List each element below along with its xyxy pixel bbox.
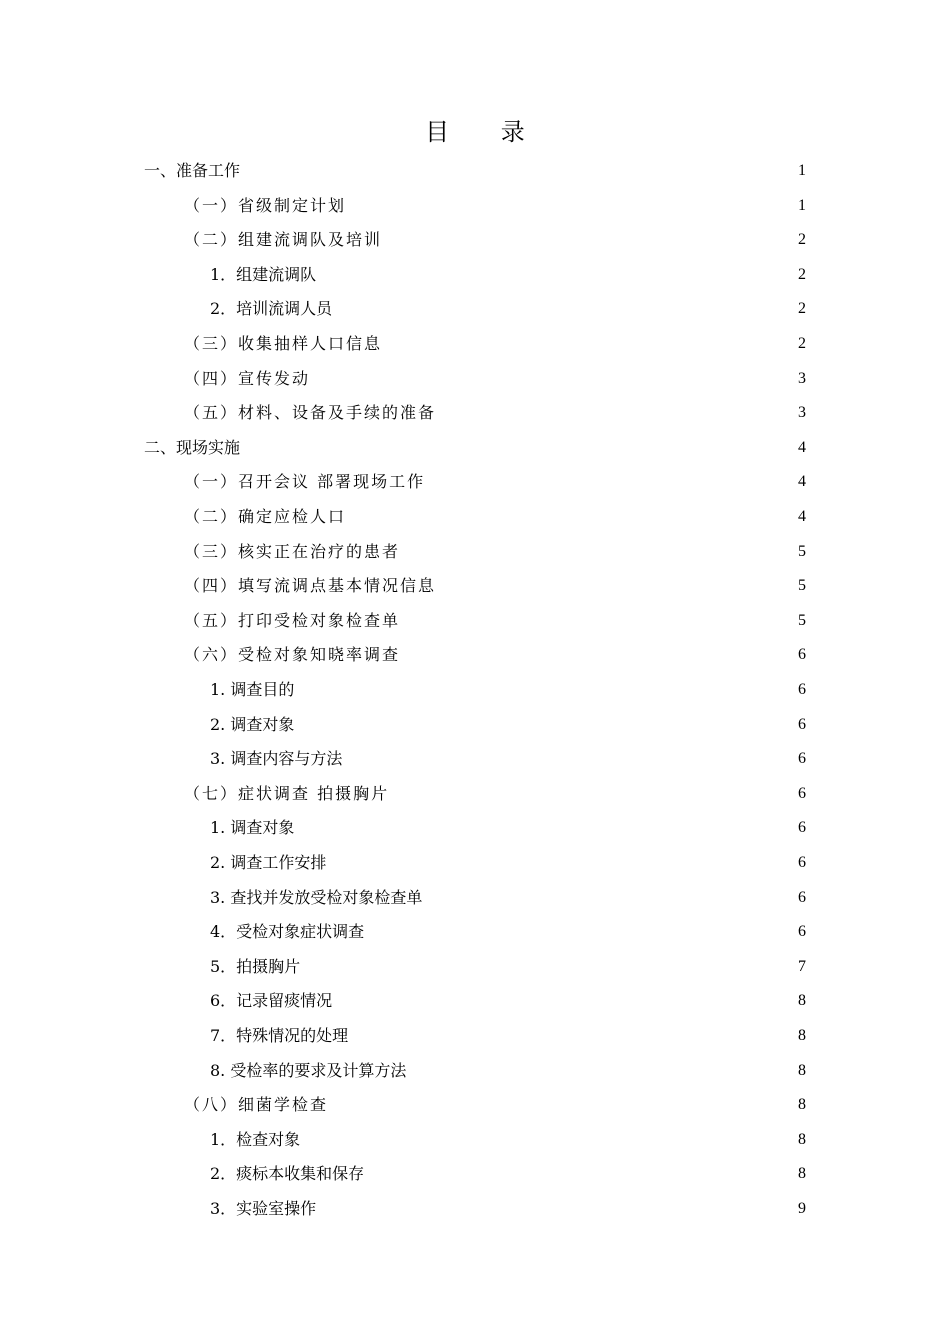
toc-entry[interactable]	[144, 154, 806, 188]
toc-entry-text: （四）填写流调点基本情况信息	[184, 576, 437, 596]
dot-leader	[317, 265, 797, 285]
dot-leader	[241, 438, 797, 458]
toc-entry[interactable]	[210, 1019, 806, 1053]
dot-leader	[426, 472, 797, 492]
toc-entry-text: （三）核实正在治疗的患者	[184, 541, 401, 561]
toc-entry[interactable]	[184, 604, 806, 638]
toc-entry-text: （一）召开会议 部署现场工作	[184, 472, 426, 492]
toc-entry-text: 2. 调查工作安排	[210, 853, 327, 872]
toc-page-number: 5	[798, 577, 806, 595]
toc-page-number: 1	[798, 196, 806, 214]
toc-page-number: 9	[798, 1200, 806, 1217]
toc-page-number: 6	[798, 750, 806, 768]
dot-leader	[401, 611, 797, 631]
dot-leader	[241, 161, 797, 181]
toc-entry[interactable]	[144, 431, 806, 465]
toc-page-number: 6	[798, 923, 806, 941]
toc-page-number: 4	[798, 473, 806, 491]
toc-entry[interactable]	[210, 1192, 806, 1226]
dot-leader	[343, 749, 797, 769]
toc-entry[interactable]	[210, 984, 806, 1018]
toc-entry-text: 6．记录留痰情况	[210, 991, 333, 1011]
dot-leader	[390, 784, 797, 804]
dot-leader	[407, 1061, 797, 1081]
toc-title: 目 录	[425, 118, 547, 146]
toc-page-number: 6	[798, 646, 806, 664]
toc-entry-text: （一）省级制定计划	[184, 195, 347, 215]
dot-leader	[317, 1199, 797, 1219]
dot-leader	[327, 853, 797, 873]
toc-page-number: 6	[798, 819, 806, 837]
toc-page-number: 8	[798, 1130, 806, 1148]
toc-entry-text: （六）受检对象知晓率调查	[184, 645, 401, 665]
toc-entry[interactable]	[184, 1088, 806, 1122]
toc-entry-text: 2. 调查对象	[210, 714, 295, 734]
toc-entry-text: 二、现场实施	[144, 437, 241, 457]
toc-page-number: 8	[798, 992, 806, 1010]
toc-page-number: 2	[798, 300, 806, 318]
dot-leader	[295, 715, 797, 735]
toc-entry[interactable]	[184, 535, 806, 569]
dot-leader	[383, 230, 797, 250]
toc-entry[interactable]	[184, 189, 806, 223]
toc-entry-text: 8. 受检率的要求及计算方法	[210, 1060, 407, 1080]
dot-leader	[329, 1095, 797, 1115]
toc-entry[interactable]	[184, 362, 806, 396]
toc-entry[interactable]	[184, 638, 806, 672]
toc-entry-text: 1．检查对象	[210, 1129, 301, 1149]
dot-leader	[423, 888, 797, 908]
toc-entry-text: 一、准备工作	[144, 161, 241, 180]
toc-page-number: 6	[798, 681, 806, 698]
dot-leader	[347, 507, 797, 527]
toc-page-number: 3	[798, 404, 806, 422]
toc-entry-text: 1．组建流调队	[210, 264, 317, 284]
toc-page-number: 8	[798, 1027, 806, 1044]
toc-entry[interactable]	[210, 258, 806, 292]
toc-entry-text: 5．拍摄胸片	[210, 956, 301, 976]
toc-page-number: 5	[798, 542, 806, 560]
dot-leader	[401, 542, 797, 562]
dot-leader	[365, 922, 797, 942]
toc-page-number: 4	[798, 438, 806, 456]
toc-entry[interactable]	[210, 708, 806, 742]
toc-entry-text: 1. 调查目的	[210, 680, 295, 699]
toc-page-number: 1	[798, 162, 806, 179]
toc-entry-text: 2．培训流调人员	[210, 299, 333, 319]
dot-leader	[349, 1026, 797, 1046]
dot-leader	[365, 1164, 797, 1184]
dot-leader	[295, 818, 797, 838]
dot-leader	[295, 680, 797, 700]
toc-page-number: 2	[798, 265, 806, 283]
dot-leader	[347, 196, 797, 216]
toc-entry[interactable]	[184, 500, 806, 534]
toc-entry-text: （二）确定应检人口	[184, 507, 347, 526]
toc-page-number: 6	[798, 784, 806, 802]
toc-entry[interactable]	[184, 223, 806, 257]
toc-page-number: 8	[798, 1165, 806, 1183]
toc-page-number: 6	[798, 715, 806, 733]
toc-entry-text: 4．受检对象症状调查	[210, 922, 365, 942]
toc-page-number: 6	[798, 854, 806, 871]
toc-entry-text: 1. 调查对象	[210, 818, 295, 838]
toc-page-number: 8	[798, 1061, 806, 1079]
toc-entry[interactable]	[184, 777, 806, 811]
toc-page-number: 2	[798, 335, 806, 352]
dot-leader	[437, 403, 797, 423]
toc-entry[interactable]	[210, 742, 806, 776]
toc-entry-text: 2．痰标本收集和保存	[210, 1164, 365, 1184]
dot-leader	[401, 645, 797, 665]
toc-entry[interactable]	[210, 881, 806, 915]
toc-entry[interactable]	[184, 327, 806, 361]
toc-entry[interactable]	[210, 1123, 806, 1157]
dot-leader	[333, 991, 797, 1011]
toc-entry[interactable]	[184, 396, 806, 430]
toc-entry-text: （七）症状调查 拍摄胸片	[184, 783, 390, 803]
toc-page-number: 2	[798, 231, 806, 249]
toc-page-number: 3	[798, 369, 806, 387]
toc-page-number: 8	[798, 1096, 806, 1114]
toc-entry-text: 7．特殊情况的处理	[210, 1026, 349, 1045]
toc-entry[interactable]	[210, 811, 806, 845]
toc-entry-text: （五）打印受检对象检查单	[184, 610, 401, 630]
toc-entry-text: （四）宣传发动	[184, 368, 311, 388]
toc-page-number: 6	[798, 888, 806, 906]
toc-entry-text: 3．实验室操作	[210, 1199, 317, 1218]
toc-entry[interactable]	[210, 950, 806, 984]
toc-entry[interactable]	[210, 673, 806, 707]
toc-entry[interactable]	[210, 292, 806, 326]
dot-leader	[383, 334, 797, 354]
dot-leader	[301, 957, 797, 977]
toc-entry[interactable]	[210, 1054, 806, 1088]
toc-page-number: 7	[798, 957, 806, 975]
toc-entry[interactable]	[184, 465, 806, 499]
toc-entry[interactable]	[210, 1157, 806, 1191]
dot-leader	[311, 369, 797, 389]
toc-entry[interactable]	[210, 915, 806, 949]
toc-page-number: 5	[798, 611, 806, 629]
toc-entry-text: （三）收集抽样人口信息	[184, 334, 383, 353]
toc-entry[interactable]	[210, 846, 806, 880]
toc-entry-text: 3. 查找并发放受检对象检查单	[210, 887, 423, 907]
dot-leader	[333, 299, 797, 319]
toc-entry-text: （五）材料、设备及手续的准备	[184, 403, 437, 423]
dot-leader	[437, 576, 797, 596]
toc-page-number: 4	[798, 508, 806, 525]
dot-leader	[301, 1130, 797, 1150]
toc-entry-text: （二）组建流调队及培训	[184, 230, 383, 250]
toc-entry-text: 3. 调查内容与方法	[210, 749, 343, 769]
toc-entry[interactable]	[184, 569, 806, 603]
toc-entry-text: （八）细菌学检查	[184, 1095, 329, 1115]
